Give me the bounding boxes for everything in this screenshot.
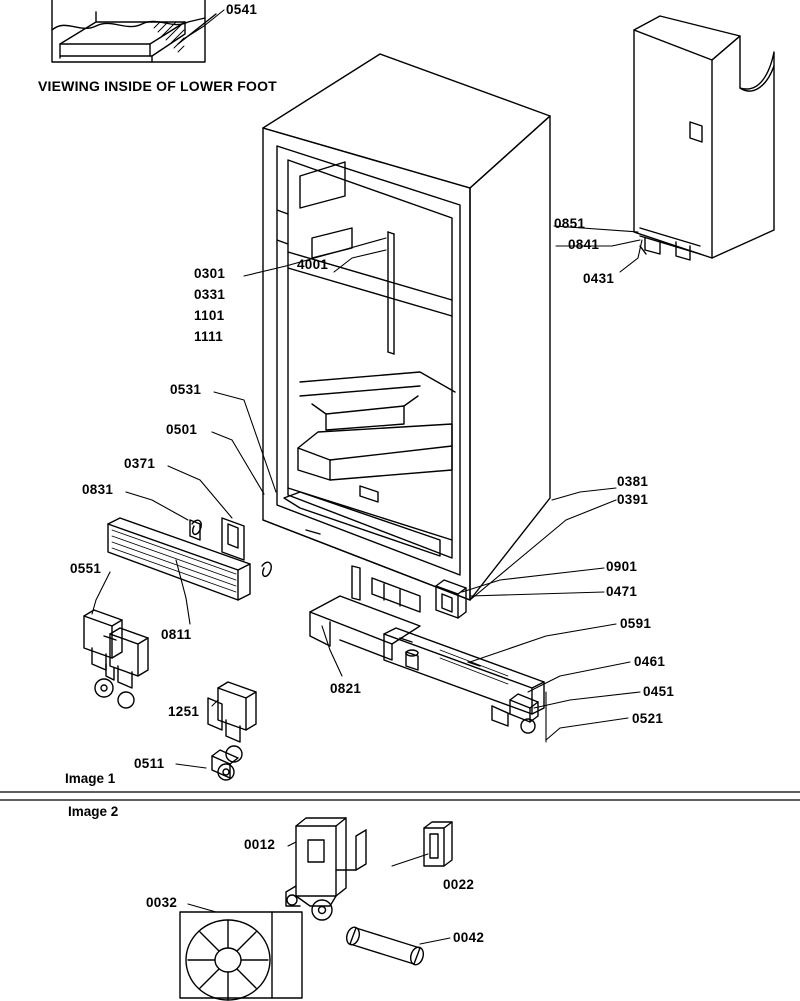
rear-panel-assembly bbox=[634, 16, 774, 260]
label-0531: 0531 bbox=[170, 382, 202, 397]
panel-divider bbox=[0, 792, 800, 800]
label-0022: 0022 bbox=[443, 877, 475, 892]
label-0841: 0841 bbox=[568, 237, 600, 252]
right-rail-assembly bbox=[384, 580, 544, 733]
label-0591: 0591 bbox=[620, 616, 652, 631]
caption-image-1: Image 1 bbox=[65, 771, 116, 786]
label-0451: 0451 bbox=[643, 684, 675, 699]
label-0012: 0012 bbox=[244, 837, 276, 852]
label-0301: 0301 bbox=[194, 266, 226, 281]
lower-foot-detail bbox=[52, 0, 216, 62]
base-frame-parts bbox=[310, 566, 420, 670]
caption-image-2: Image 2 bbox=[68, 804, 119, 819]
label-0541: 0541 bbox=[226, 2, 258, 17]
label-0901: 0901 bbox=[606, 559, 638, 574]
label-0551: 0551 bbox=[70, 561, 102, 576]
image2-parts bbox=[180, 818, 452, 1000]
label-0521: 0521 bbox=[632, 711, 664, 726]
label-0851: 0851 bbox=[554, 216, 586, 231]
label-0461: 0461 bbox=[634, 654, 666, 669]
kick-panel-assembly bbox=[108, 518, 271, 600]
label-0381: 0381 bbox=[617, 474, 649, 489]
label-0831: 0831 bbox=[82, 482, 114, 497]
label-0431: 0431 bbox=[583, 271, 615, 286]
label-0391: 0391 bbox=[617, 492, 649, 507]
label-0032: 0032 bbox=[146, 895, 178, 910]
label-0371: 0371 bbox=[124, 456, 156, 471]
label-1251: 1251 bbox=[168, 704, 200, 719]
label-4001: 4001 bbox=[297, 257, 329, 272]
label-0042: 0042 bbox=[453, 930, 485, 945]
label-0331: 0331 bbox=[194, 287, 226, 302]
label-0501: 0501 bbox=[166, 422, 198, 437]
cabinet-body bbox=[263, 54, 550, 600]
label-0511: 0511 bbox=[134, 756, 165, 771]
label-0471: 0471 bbox=[606, 584, 638, 599]
label-1101: 1101 bbox=[194, 308, 225, 323]
caption-viewing-inside-lower-foot: VIEWING INSIDE OF LOWER FOOT bbox=[38, 78, 277, 94]
label-0821: 0821 bbox=[330, 681, 362, 696]
label-0811: 0811 bbox=[161, 627, 192, 642]
label-1111: 1111 bbox=[194, 329, 223, 344]
